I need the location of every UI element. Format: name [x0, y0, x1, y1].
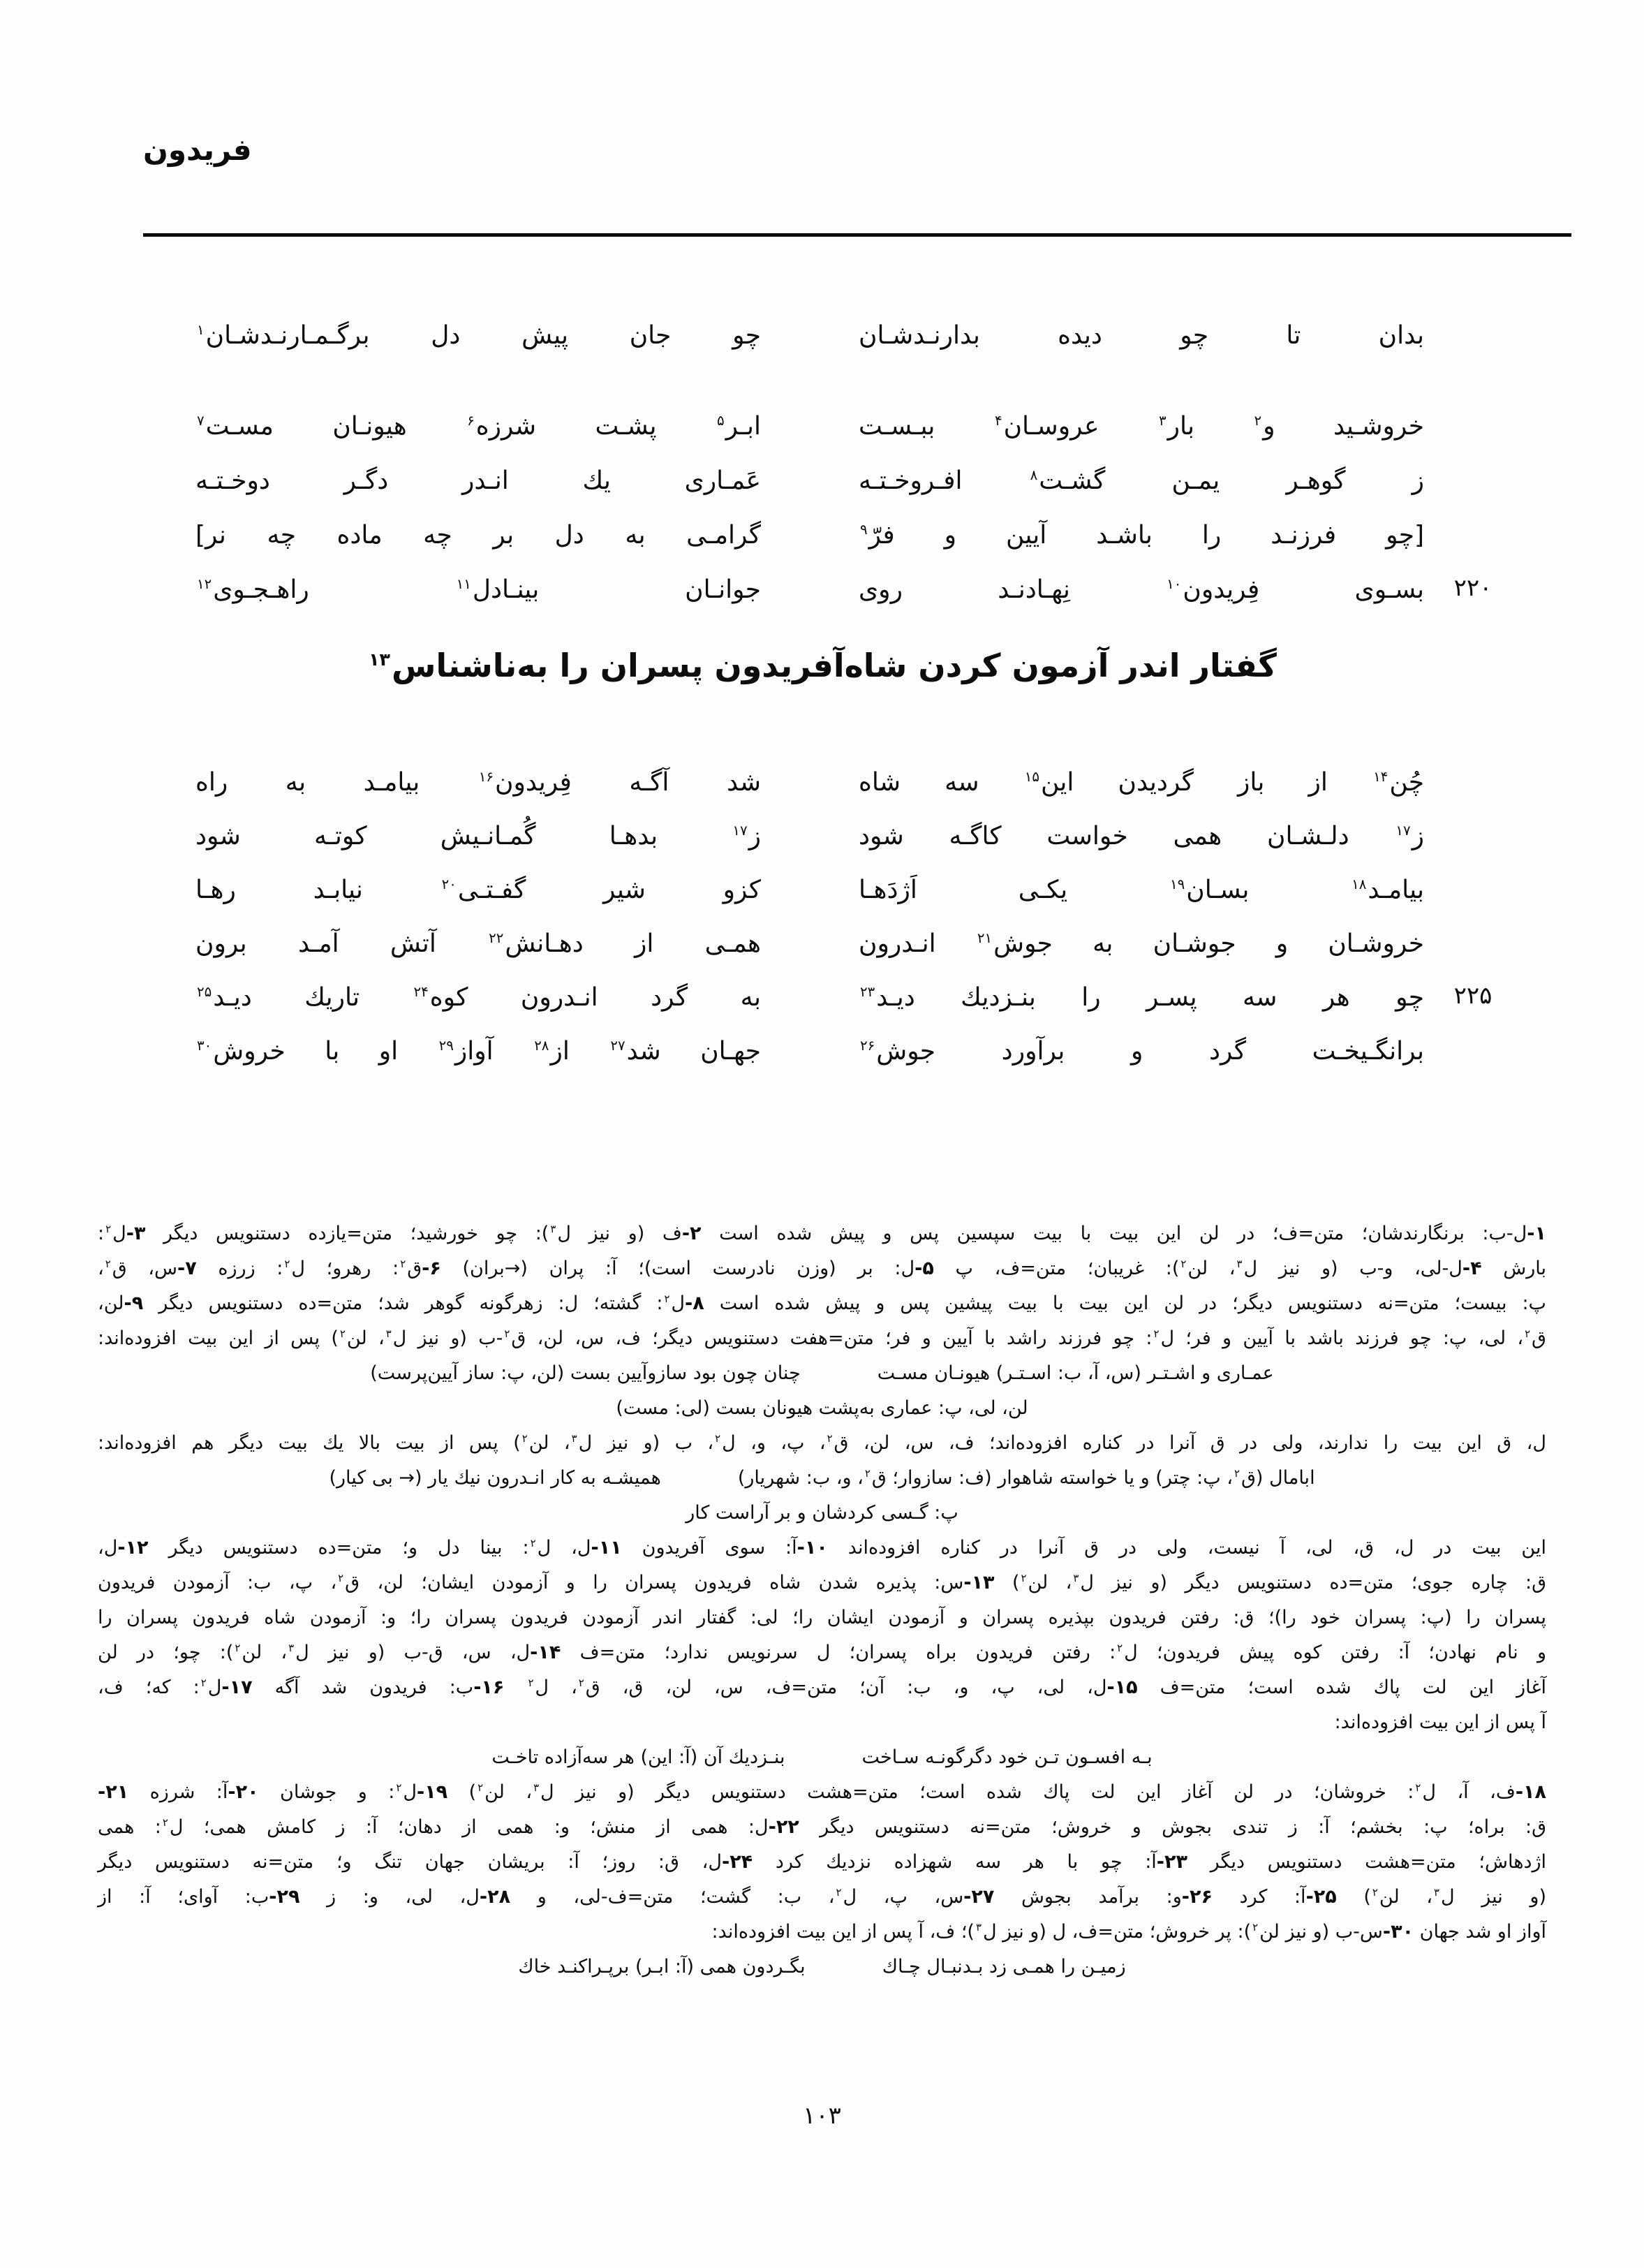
bayt-row: [195, 924, 1522, 964]
critical-apparatus: [98, 1216, 1546, 1984]
apparatus-line: آ پس از این بیت افزوده‌اند:: [1334, 1711, 1546, 1733]
apparatus-line: اژدهاش؛ متن=هشت دستنویس دیگر ۲۳-آ: چو با هر سه شهزاده نزدیك کرد ۲۴-ل، ق: روز؛ آ: بریشان جهان تنگ و؛ متن=نه دستنویس دیگر: [98, 1851, 1547, 1873]
apparatus-verse-left: همیشـه به کار انـدرون نیك یار (→ بی کیار): [329, 1467, 661, 1489]
bayt-row: [195, 461, 1522, 501]
bayt-number: ۲۲۰: [1453, 574, 1493, 602]
hemistich-left: عَمـاری یك انـدر دگـر دوخـتـه: [195, 466, 761, 495]
hemistich-left: ابـر$^۵$ پشـت شرزه$^۶$ هیونـان مسـت$^۷$: [197, 412, 761, 441]
hemistich-right: [چو فرزنـد را باشـد آیین و فرّ$^۹$: [860, 521, 1424, 550]
hemistich-left: چو جان پیش دل برگـمـارنـدشـان$^۱$: [197, 321, 761, 350]
apparatus-line: ق: براه؛ پ: بخشم؛ آ: ز تندی بجوش و خروش؛ متن=نه دستنویس دیگر ۲۲-ل: همی از منش؛ و: همی از دهان؛ آ: ز کامش همی؛ ل$^۲$: همی: [98, 1816, 1547, 1838]
apparatus-verse-right: زمیـن را همـی زد بـدنبـال چـاك: [882, 1956, 1126, 1978]
apparatus-verse-right: بـه افسـون تـن خود دگرگونـه سـاخت: [861, 1746, 1153, 1768]
hemistich-right: خروشـان و جوشـان به جوش$^{۲۱}$ انـدرون: [859, 929, 1424, 958]
page-number: ۱۰۳: [803, 2102, 841, 2130]
bayt-row: [195, 763, 1522, 803]
hemistich-left: کزو شیر گفـتـی$^{۲۰}$ نیابـد رهـا: [195, 876, 761, 904]
hemistich-right: چو هر سه پسـر را بنـزدیك دیـد$^{۲۳}$: [860, 983, 1424, 1012]
apparatus-line: ق$^۲$، لی، پ: چو فرزند باشد با آیین و فر؛ ل$^۲$: چو فرزند راشد با آیین و فر؛ متن=هفت دستنویس دیگر؛ ف، س، لن، ق$^۲$-ب (و نیز ل$^۳$، لن$^۲$) پس از این بیت افزوده‌اند:: [98, 1327, 1546, 1349]
header-rule: [143, 233, 1571, 237]
verse-block-1: [195, 316, 1522, 624]
apparatus-verse-left: چنان چون بود سازوآیین بست (لن، پ: ساز آیین‌پرست): [370, 1362, 801, 1384]
bayt-number: [1424, 816, 1522, 820]
apparatus-verse-right: ابامال (ق$^۲$، پ: چتر) و یا خواسته شاهوار (ف: سازوار؛ ق$^۲$، و، ب: شهریار): [737, 1467, 1315, 1489]
bayt-row: [195, 870, 1522, 911]
hemistich-left: گرامـی به دل بر چه ماده چه نر]: [195, 521, 761, 550]
apparatus-line: پ: بیست؛ متن=نه دستنویس دیگر؛ در لن این بیت با بیت پیشین پس و پیش شده است ۸-ل$^۲$: گشته؛ ل: زهرگونه گوهر شد؛ متن=ده دستنویس دیگر ۹-لن،: [98, 1293, 1546, 1314]
bayt-number: [1424, 924, 1522, 928]
hemistich-right: ز گوهـر یمـن گشـت$^۸$ افـروخـتـه: [859, 466, 1424, 495]
bayt-number: [1424, 406, 1522, 411]
apparatus-line: پ: گـسی کردشان و بر آراست کار: [686, 1502, 958, 1524]
hemistich-left: ز$^{۱۷}$ بدهـا گُمـانـیش کوتـه شود: [195, 822, 761, 850]
apparatus-line: (و نیز ل$^۳$، لن$^۲$) ۲۵-آ: کرد ۲۶-و: برآمد بجوش ۲۷-س، پ، ل$^۲$، ب: گشت؛ متن=ف-لی، و ۲۸-ل، لی، و: ز ۲۹-ب: آوای؛ آ: از: [98, 1886, 1546, 1908]
section-heading: گفتار اندر آزمون کردن شاه‌آفریدون پسران را به‌ناشناس$^{۱۳}$: [369, 647, 1277, 684]
bayt-row: [195, 1031, 1522, 1072]
hemistich-left: جهـان شد$^{۲۷}$ از$^{۲۸}$ آواز$^{۲۹}$ او با خروش$^{۳۰}$: [197, 1037, 761, 1066]
bayt-number: [1424, 461, 1522, 465]
apparatus-line: ۱۸-ف، آ، ل$^۲$: خروشان؛ در لن آغاز این لت پاك شده است؛ متن=هشت دستنویس دیگر (و نیز ل$^۳$، لن$^۲$) ۱۹-ل$^۲$: و جوشان ۲۰-آ: شرزه ۲۱-: [98, 1781, 1546, 1803]
hemistich-right: برانگـیخـت گرد و برآورد جوش$^{۲۶}$: [860, 1037, 1424, 1066]
bayt-row: [195, 570, 1522, 610]
apparatus-line: و نام نهادن؛ آ: رفتن کوه پیش فریدون؛ ل$^۲$: رفتن فریدون براه پسران؛ ل سرنویس ندارد؛ متن=ف ۱۴-ل، س، ق-ب (و نیز ل$^۳$، لن$^۲$): چو؛ در لن: [98, 1642, 1546, 1663]
bayt-row: [195, 515, 1522, 556]
hemistich-left: به گرد انـدرون کوه$^{۲۴}$ تاریك دیـد$^{۲۵}$: [197, 983, 762, 1012]
apparatus-line: آواز او شد جهان ۳۰-س-ب (و نیز لن$^۲$): پر خروش؛ متن=ف، ل (و نیز ل$^۳$)؛ ف، آ پس از این بیت افزوده‌اند:: [711, 1921, 1546, 1943]
bayt-number: [1424, 763, 1522, 767]
apparatus-verse-line: [98, 1461, 1546, 1496]
hemistich-left: شد آگـه فِریدون$^{۱۶}$ بیامـد به راه: [195, 768, 761, 797]
apparatus-verse-right: عمـاری و اشـتـر (س، آ، ب: اسـتـر) هیونـان مسـت: [877, 1362, 1274, 1384]
apparatus-line: لن، لی، پ: عماری به‌پشت هیونان بست (لی: مست): [616, 1397, 1028, 1419]
hemistich-right: خروشـید و$^۲$ بار$^۳$ عروسـان$^۴$ ببـسـت: [859, 412, 1424, 441]
apparatus-line: ق: چاره جوی؛ متن=ده دستنویس دیگر (و نیز ل$^۳$، لن$^۲$) ۱۳-س: پذیره شدن شاه فریدون پسران را و آزمودن ایشان؛ لن، ق$^۲$، پ، ب: آزمودن فریدون: [98, 1572, 1547, 1593]
bayt-row: [195, 978, 1522, 1018]
bayt-row: [195, 316, 1522, 356]
bayt-row: [195, 816, 1522, 857]
hemistich-right: بیامـد$^{۱۸}$ بسـان$^{۱۹}$ یکـی اَژدَهـا: [859, 876, 1424, 904]
bayt-number: [1424, 316, 1522, 320]
bayt-number: [1424, 1031, 1522, 1036]
running-head-title: فریدون: [143, 133, 252, 167]
bayt-number: [1424, 515, 1522, 520]
hemistich-left: همـی از دهـانش$^{۲۲}$ آتش آمـد برون: [195, 929, 761, 958]
apparatus-line: بارش ۴-ل-لی، و-ب (و نیز ل$^۳$، لن$^۲$): غریبان؛ متن=ف، پ ۵-ل: بر (وزن نادرست است)؛ آ: پران (→بران) ۶-ق$^۲$: رهرو؛ ل$^۲$: زرزه ۷-س، ق$^۲$،: [98, 1258, 1546, 1279]
bayt-number: [1424, 870, 1522, 874]
apparatus-line: آغاز این لت پاك شده است؛ متن=ف ۱۵-ل، لی، پ، و، ب: آن؛ متن=ف، س، لن، ق، ق$^۲$، ل$^۲$ ۱۶-ب: فریدون شد آگه ۱۷-ل$^۲$: که؛ ف،: [98, 1677, 1546, 1698]
apparatus-verse-left: بگـردون همی (آ: ابـر) برپـراکنـد خاك: [518, 1956, 806, 1978]
bayt-row: [195, 406, 1522, 447]
bayt-number: ۲۲۵: [1453, 982, 1493, 1010]
apparatus-verse-line: [98, 1950, 1546, 1984]
apparatus-verse-line: [98, 1356, 1546, 1391]
verse-block-2: [195, 763, 1522, 1085]
hemistich-right: بسـوی فِریدون$^{۱۰}$ نِهـادنـد روی: [859, 575, 1424, 604]
apparatus-line: این بیت در ل، ق، لی، آ نیست، ولی در ق آنرا در کناره افزوده‌اند ۱۰-آ: سوی آفریدون ۱۱-ل، ل$^۲$: بینا دل و؛ متن=ده دستنویس دیگر ۱۲-ل،: [98, 1537, 1547, 1559]
hemistich-left: جوانـان بینـادل$^{۱۱}$ راهـجـوی$^{۱۲}$: [197, 575, 762, 604]
apparatus-line: ۱-ل-ب: برنگارندشان؛ متن=ف؛ در لن این بیت با بیت سپسین پس و پیش شده است ۲-ف (و نیز ل$^۳$): چو خورشید؛ متن=یازده دستنویس دیگر ۳-ل$^۲$:: [98, 1223, 1546, 1244]
apparatus-line: ل، ق این بیت را ندارند، ولی در ق آنرا در کناره افزوده‌اند؛ ف، س، لن، ق$^۲$، پ، و، ل$^۲$، ب (و نیز ل$^۳$، لن$^۲$) پس از بیت بالا یك بیت دیگر هم افزوده‌اند:: [98, 1432, 1546, 1454]
apparatus-verse-left: بنـزدیك آن (آ: این) هر سه‌آزاده تاخـت: [491, 1746, 785, 1768]
apparatus-line: پسران را (پ: پسران خود را)؛ ق: رفتن فریدون بپذیره پسران و آزمودن ایشان را؛ لی: گفتار اندر آزمودن فریدون پسران را؛ و: آزمودن شاه فریدون پسران را: [98, 1607, 1546, 1628]
hemistich-right: چُن$^{۱۴}$ از باز گردیدن این$^{۱۵}$ سه شاه: [859, 768, 1424, 797]
hemistich-right: بدان تا چو دیده بدارنـدشـان: [859, 321, 1424, 350]
apparatus-verse-line: [98, 1740, 1546, 1775]
hemistich-right: ز$^{۱۷}$ دلـشـان همی خواست کاگـه شود: [859, 822, 1424, 850]
